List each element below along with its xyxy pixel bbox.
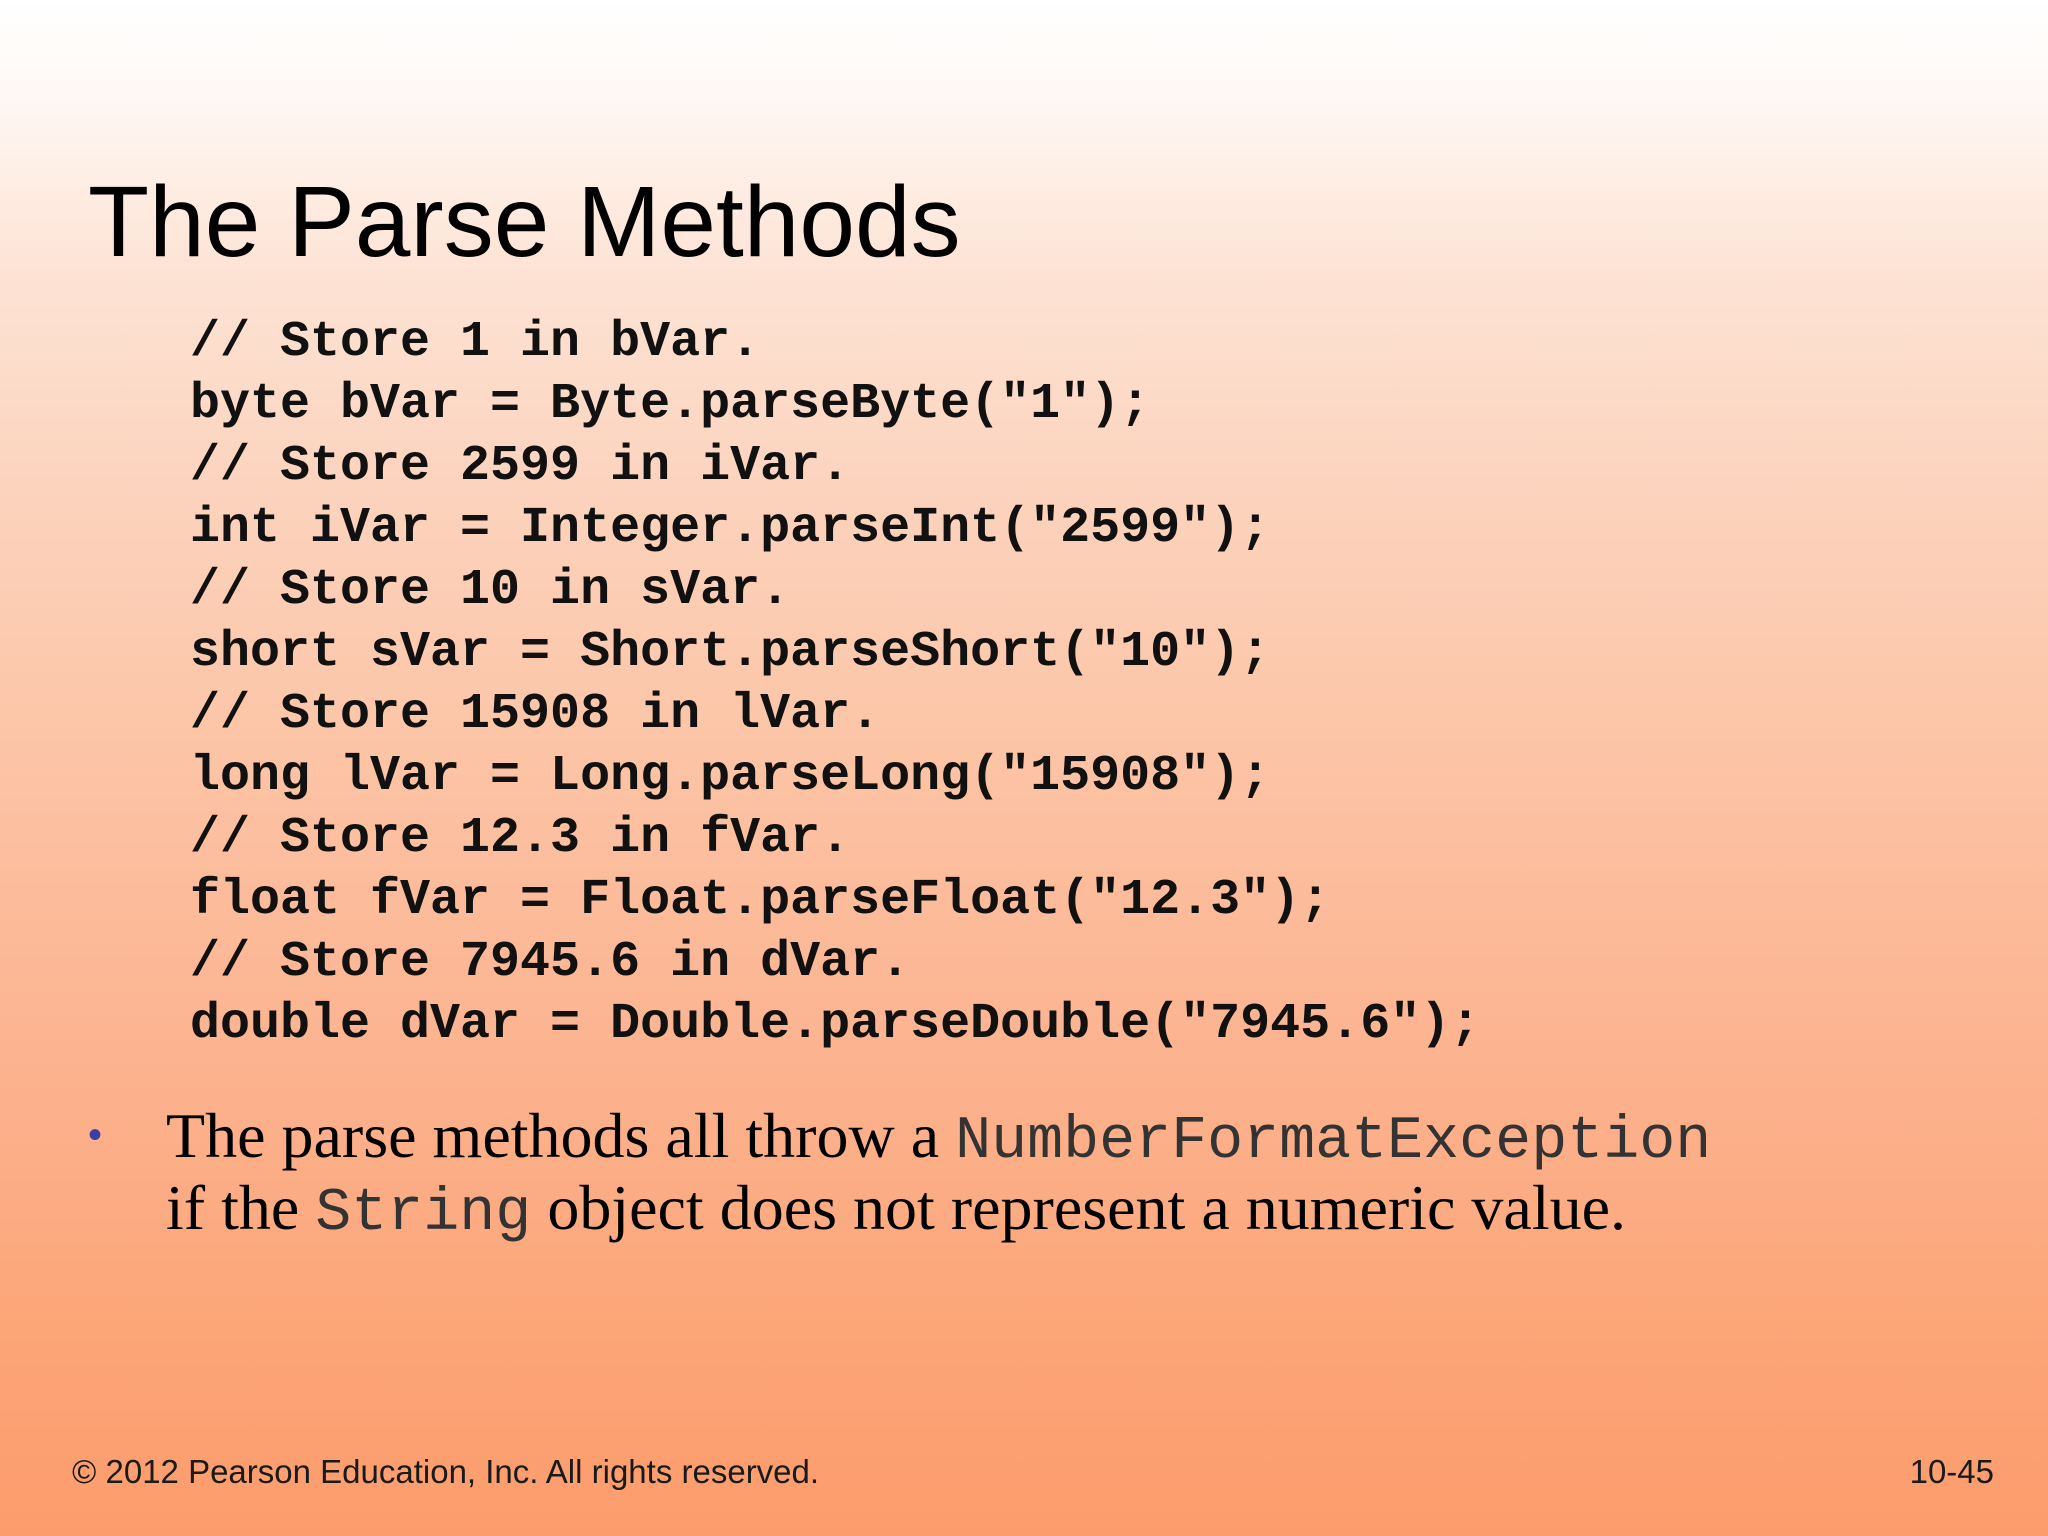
code-line: // Store 1 in bVar. <box>190 314 761 371</box>
footer-copyright: © 2012 Pearson Education, Inc. All rights reserved. <box>72 1453 820 1490</box>
bullet-text <box>166 1100 1966 1248</box>
code-line: double dVar = Double.parseDouble("7945.6"); <box>190 996 1481 1053</box>
code-line: int iVar = Integer.parseInt("2599"); <box>190 500 1271 557</box>
bullet-text-part1: The parse methods all throw a <box>166 1100 956 1171</box>
code-line: // Store 12.3 in fVar. <box>190 810 851 867</box>
code-line: short sVar = Short.parseShort("10"); <box>190 624 1271 681</box>
code-line: // Store 2599 in iVar. <box>190 438 851 495</box>
page-number: 10-45 <box>1909 1453 1994 1490</box>
code-line: long lVar = Long.parseLong("15908"); <box>190 748 1271 805</box>
bullet-code-exception: NumberFormatException <box>955 1108 1712 1176</box>
code-line: // Store 10 in sVar. <box>190 562 791 619</box>
bullet-code-string: String <box>315 1180 532 1248</box>
code-block <box>190 312 1480 1056</box>
code-line: // Store 15908 in lVar. <box>190 686 881 743</box>
code-line: float fVar = Float.parseFloat("12.3"); <box>190 872 1331 929</box>
bullet-marker-icon: • <box>88 1113 103 1157</box>
bullet-text-part2: if the <box>166 1172 316 1243</box>
code-line: byte bVar = Byte.parseByte("1"); <box>190 376 1151 433</box>
bullet-text-part3: object does not represent a numeric value. <box>531 1172 1627 1243</box>
slide-title: The Parse Methods <box>88 166 961 278</box>
code-line: // Store 7945.6 in dVar. <box>190 934 911 991</box>
